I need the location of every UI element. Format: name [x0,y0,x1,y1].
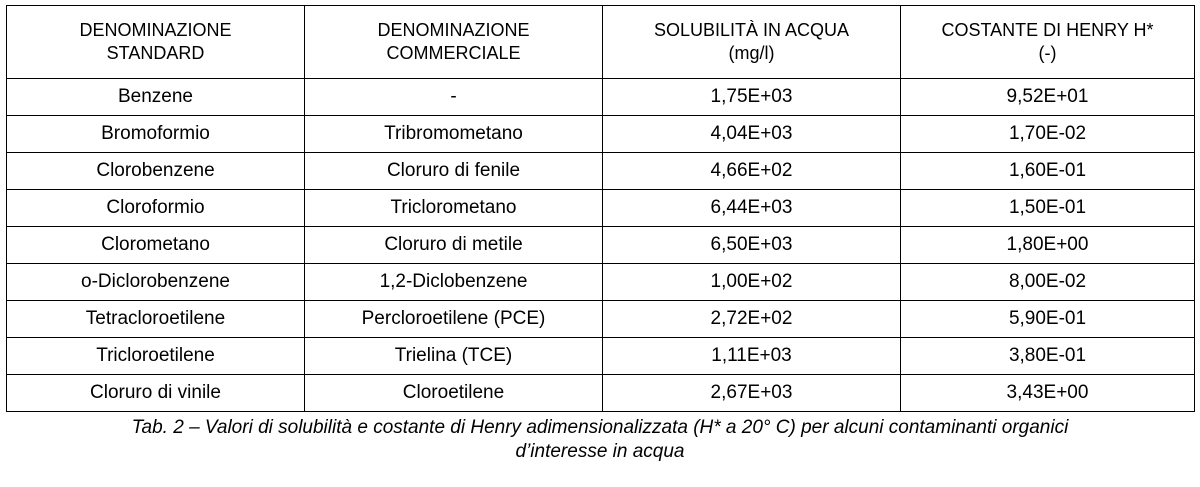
cell-commercial-name: Trielina (TCE) [305,338,603,375]
table-row [7,264,1195,301]
cell-henry-constant: 1,70E-02 [901,116,1195,153]
table-row [7,301,1195,338]
cell-standard-name: Benzene [7,79,305,116]
cell-henry-constant: 1,60E-01 [901,153,1195,190]
header-standard-name [7,6,305,79]
cell-commercial-name: Cloroetilene [305,375,603,412]
table-row [7,79,1195,116]
cell-standard-name: o-Diclorobenzene [7,264,305,301]
cell-commercial-name: Cloruro di fenile [305,153,603,190]
solubility-henry-table [6,5,1195,412]
caption-line: Tab. 2 – Valori di solubilità e costante di Henry adimensionalizzata (H* a 20° C) per alcuni contaminanti organici [131,417,1069,438]
header-line: COMMERCIALE [386,43,521,63]
cell-standard-name: Cloruro di vinile [7,375,305,412]
cell-henry-constant: 1,80E+00 [901,227,1195,264]
table-body [7,79,1195,412]
table-row [7,190,1195,227]
cell-henry-constant: 8,00E-02 [901,264,1195,301]
cell-standard-name: Cloroformio [7,190,305,227]
header-line: STANDARD [106,43,205,63]
table-row [7,227,1195,264]
header-line: SOLUBILITÀ IN ACQUA [653,20,850,40]
cell-commercial-name: Percloroetilene (PCE) [305,301,603,338]
cell-commercial-name: Cloruro di metile [305,227,603,264]
table-header [7,6,1195,79]
table-row [7,375,1195,412]
cell-commercial-name: Triclorometano [305,190,603,227]
cell-henry-constant: 9,52E+01 [901,79,1195,116]
cell-solubility: 6,44E+03 [603,190,901,227]
cell-solubility: 1,11E+03 [603,338,901,375]
header-solubility [603,6,901,79]
cell-solubility: 1,75E+03 [603,79,901,116]
cell-henry-constant: 3,80E-01 [901,338,1195,375]
cell-henry-constant: 5,90E-01 [901,301,1195,338]
cell-commercial-name: 1,2-Diclobenzene [305,264,603,301]
table-row [7,338,1195,375]
caption-line: d’interesse in acqua [515,441,685,462]
document-content [6,5,1194,464]
header-henry-constant [901,6,1195,79]
cell-solubility: 2,72E+02 [603,301,901,338]
header-line: (mg/l) [728,43,775,63]
cell-solubility: 6,50E+03 [603,227,901,264]
cell-commercial-name: Tribromometano [305,116,603,153]
header-line: DENOMINAZIONE [79,20,232,40]
cell-henry-constant: 3,43E+00 [901,375,1195,412]
table-row [7,153,1195,190]
cell-solubility: 4,04E+03 [603,116,901,153]
cell-solubility: 1,00E+02 [603,264,901,301]
cell-solubility: 4,66E+02 [603,153,901,190]
cell-standard-name: Tricloroetilene [7,338,305,375]
header-row [7,6,1195,79]
cell-commercial-name: - [305,79,603,116]
table-row [7,116,1195,153]
cell-standard-name: Bromoformio [7,116,305,153]
header-commercial-name [305,6,603,79]
cell-standard-name: Tetracloroetilene [7,301,305,338]
cell-standard-name: Clorobenzene [7,153,305,190]
header-line: DENOMINAZIONE [377,20,530,40]
header-line: (-) [1038,43,1057,63]
table-caption [6,416,1194,464]
header-line: COSTANTE DI HENRY H* [941,20,1154,40]
cell-henry-constant: 1,50E-01 [901,190,1195,227]
cell-solubility: 2,67E+03 [603,375,901,412]
cell-standard-name: Clorometano [7,227,305,264]
